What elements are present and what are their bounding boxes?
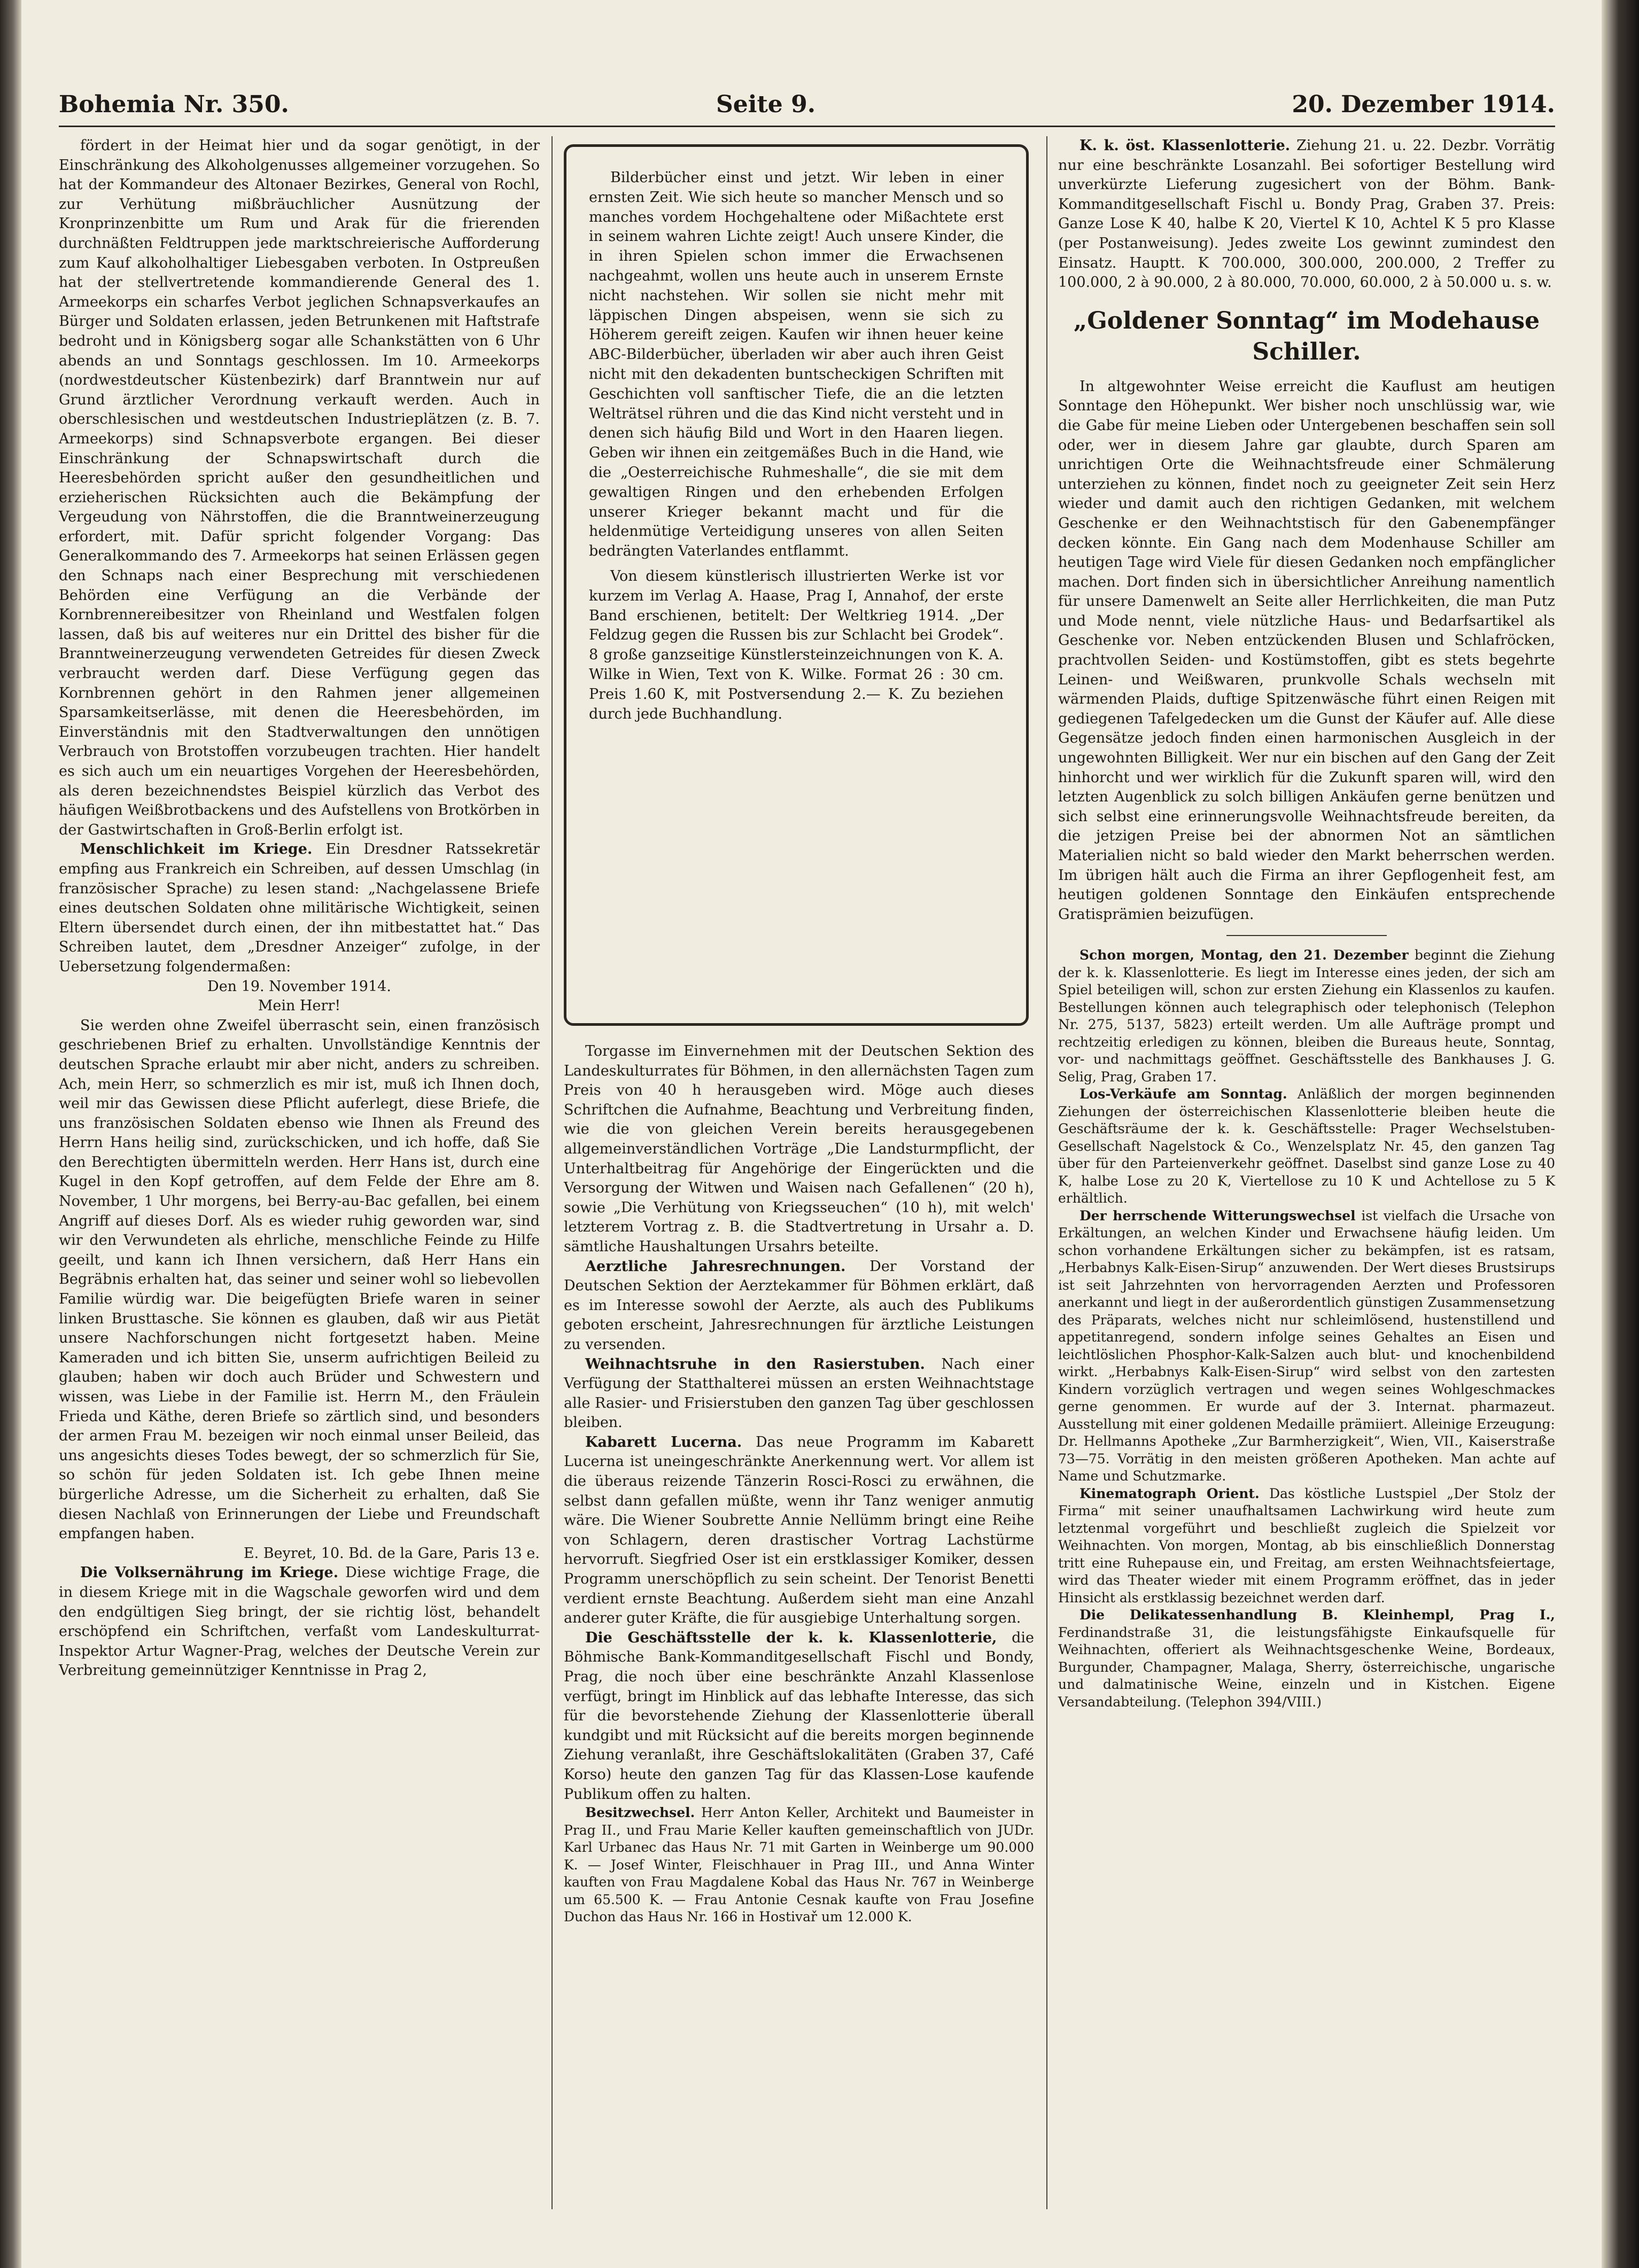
letter-salutation: Mein Herr! xyxy=(258,997,341,1015)
box-body: Wir leben in einer ernsten Zeit. Wie sich heute so mancher Mensch und so manches vordem Hochgehaltene oder Mißachtete erst in seinem wahren Lichte zeigt! Auch unsere Kinder, die in ihren Spielen schon immer die Erwachsenen nachgeahmt, wollen uns heute auch in unserem Ernste nicht nachstehen. Wir sollen sie nicht mehr mit läppischen Dingen abspeisen, wenn sie sich zu Höherem gereift zeigen. Kaufen wir ihnen heuer keine ABC-Bilderbücher, überladen wir aber auch ihren Geist nicht mit den dekadenten buntscheckigen Schriften mit Geschichten voll sanftischer Tiefe, die an die letzten Welträtsel rühren und die das Kind nicht versteht und in denen sich häufig Bild und Wort in den Haaren liegen. Geben wir ihnen ein zeitgemäßes Buch in die Hand, wie die „Oesterreichische Ruhmeshalle“, die sie mit dem gewaltigen Ringen und den erhebenden Erfolgen unserer Krieger bekannt macht und für die heldenmütige Verteidigung unseres von allen Seiten bedrängten Vaterlandes entflammt. xyxy=(589,169,1004,560)
article-body: die Böhmische Bank-Kommanditgesellschaft Fischl und Bondy, Prag, die noch über eine beschränkte Anzahl Klassenlose verfügt, bringt im Hinblick auf das lebhafte Interesse, das sich für die bevorstehende Ziehung der Klassenlotterie überall kundgibt und mit Rücksicht auf die bereits morgen beginnende Ziehung veranlaßt, ihre Geschäftslokalitäten (Graben 37, Café Korso) heute den ganzen Tag für das Klassen-Lose kaufende Publikum offen zu halten. xyxy=(564,1629,1034,1803)
article-heading: Menschlichkeit im Kriege. xyxy=(80,841,313,858)
article-heading: Kabarett Lucerna. xyxy=(585,1433,742,1451)
article-kabarett xyxy=(564,1433,1034,1628)
article-body: Nach einer Verfügung der Statthalterei müssen an ersten Weihnachtstage alle Rasier- und Frisierstuben den ganzen Tag über geschlossen bleiben. xyxy=(564,1355,1035,1431)
article-heading: Die Volksernährung im Kriege. xyxy=(80,1564,339,1581)
boxed-notice-bilderbuecher xyxy=(564,144,1029,1026)
article-jahresrechnungen xyxy=(564,1257,1034,1355)
article-continuation: Torgasse im Einvernehmen mit der Deutschen Sektion des Landeskulturrates für Böhmen, in den allernächsten Tagen zum Preis von 40 h herausgeben wird. Möge auch dieses Schriftchen die Aufnahme, Beachtung und Verbreitung finden, wie die von gleichen Verein bereits herausgegebenen allgemeinverständlichen Vorträge „Die Landsturmpflicht, der Unterhaltbeitrag für Angehörige der Eingerückten und die Versorgung der Witwen und Waisen nach Gefallenen“ (20 h), sowie „Die Verhütung von Kriegsseuchen“ (10 h), mit welch' letzterem Vortrag z. B. die Stadtvertretung in Ursahr a. D. sämtliche Haushaltungen Ursahrs beteilte. xyxy=(564,1043,1034,1255)
newspaper-page xyxy=(59,85,1555,2228)
ad-body: Ferdinandstraße 31, die leistungsfähigste Einkaufsquelle für Weihnachten, offeriert als Weihnachtsgeschenke Weine, Bordeaux, Burgunder, Champagner, Malaga, Sherry, österreichische, ungarische und dalmatinische Weine, einzeln und in Kistchen. Eigene Versandabteilung. (Telephon 394/VIII.) xyxy=(1058,1624,1555,1710)
column-divider xyxy=(551,136,553,2209)
scan-edge-right xyxy=(1602,0,1639,2268)
article-modehaus-schiller: In altgewohnter Weise erreicht die Kauflust am heutigen Sonntage den Höhepunkt. Wer bisher noch unschlüssig war, wie die Gabe für meine Lieben oder Untergebenen beschaffen sein soll oder, wer in diesem Jahre gar glaubte, durch Sparen am unrichtigen Orte die Weihnachtsfreude einer Schmälerung unterziehen zu können, findet noch zu geeigneter Zeit sein Herz wieder und damit auch den richtigen Gedanken, mit welchem Geschenke er den Weihnachtstisch für den Gabenempfänger decken könnte. Ein Gang nach dem Modenhause Schiller am heutigen Tage wird Viele für diesen Gedanken noch empfänglicher machen. Dort finden sich in übersichtlicher Anreihung namentlich für unsere Damenwelt an Seite aller Herrlichkeiten, die man Putz und Mode nennt, viele nützliche Haus- und Bedarfsartikel als Geschenke vor. Neben entzückenden Blusen und Schlafröcken, prachtvollen Seiden- und Kostümstoffen, gibt es stets begehrte Leinen- und Weißwaren, prunkvolle Schals wechseln mit wärmenden Plaids, duftige Spitzenwäsche führt einen Reigen mit gediegenen Tafelgedecken um die Gunst der Käufer auf. Alle diese Gegensätze jedoch finden einen harmonischen Ausgleich in der ungewohnten Billigkeit. Wer nur ein bischen auf den Gang der Zeit hinhorcht und wer wirklich für die Zukunft sparen will, wird den letzten Augenblick zu solch billigen Ankäufen gerne benützen und sich selbst eine erinnerungsvolle Weihnachtsfreude bereiten, da die jetzigen Preise bei der abnormen Not an sämtlichen Materialien nicht so bald wieder den Markt beherrschen werden. Im übrigen hält auch die Firma an ihrer Gepflogenheit fest, am heutigen goldenen Sonntage den Einkäufen entsprechende Gratisprämien beizufügen. xyxy=(1058,378,1555,923)
ad-body: ist vielfach die Ursache von Erkältungen, an welchen Kinder und Erwachsene häufig leiden. Um schon vorhandene Erkältungen sicher zu bekämpfen, ist es ratsam, „Herbabnys Kalk-Eisen-Sirup“ anzuwenden. Der Wert dieses Brustsirups ist seit Jahrzehnten von hervorragenden Aerzten und Professoren anerkannt und liegt in der außerordentlich günstigen Zusammensetzung des Präparats, welches nicht nur schleimlösend, hustenstillend und appetitanregend, sondern infolge seines Gehaltes an Eisen und leichtlöslichen Phosphor-Kalk-Salzen auch blut- und knochenbildend wirkt. „Herbabnys Kalk-Eisen-Sirup“ wird selbst von den zartesten Kindern vorzüglich vertragen und wegen seines Wohlgeschmackes gerne genommen. Er wurde auf der 3. Internat. pharmazeut. Ausstellung mit einer goldenen Medaille prämiiert. Alleinige Erzeugung: Dr. Hellmanns Apotheke „Zur Barmherzigkeit“, Wien, VII., Kaiserstraße 73—75. Vorrätig in den meisten größeren Apotheken. Man achte auf Name und Schutzmarke. xyxy=(1058,1207,1555,1484)
letter-dateline: Den 19. November 1914. xyxy=(207,978,391,995)
ad-kalk-eisen-sirup xyxy=(1058,1207,1555,1485)
article-body: Herr Anton Keller, Architekt und Baumeister in Prag II., und Frau Marie Keller kauften gemeinschaftlich von JUDr. Karl Urbanec das Haus Nr. 71 mit Garten in Weinberge um 90.000 K. — Josef Winter, Fleischhauer in Prag III., und Anna Winter kauften von Frau Magdalene Kobal das Haus Nr. 767 in Weinberge um 65.500 K. — Frau Antonie Cesnak kaufte von Frau Josefine Duchon das Haus Nr. 166 in Hostivař um 12.000 K. xyxy=(564,1805,1034,1925)
page-number: Seite 9. xyxy=(716,91,816,118)
article-weihnachtsruhe xyxy=(564,1355,1034,1433)
ad-heading: K. k. öst. Klassenlotterie. xyxy=(1079,137,1291,154)
article-heading: Die Geschäftsstelle der k. k. Klassenlotterie, xyxy=(585,1629,997,1646)
ad-heading: Die Delikatessenhandlung B. Kleinhempl, Prag I., xyxy=(1079,1607,1555,1623)
column-left xyxy=(59,136,540,1681)
letter-signature: E. Beyret, 10. Bd. de la Gare, Paris 13 e. xyxy=(243,1545,540,1562)
box-paragraph xyxy=(589,168,1004,562)
article-geschaeftsstelle xyxy=(564,1628,1034,1804)
ad-delikatessenhandlung xyxy=(1058,1607,1555,1711)
article-body: Ein Dresdner Ratssekretär empfing aus Frankreich ein Schreiben, auf dessen Umschlag (in französischer Sprache) zu lesen stand: „Nachgelassene Briefe eines deutschen Soldaten ohne militärische Wichtigkeit, seinen Eltern übersendet durch einen, der ihn mitbestattet hat.“ Das Schreiben lautet, dem „Dresdner Anzeiger“ zufolge, in der Uebersetzung folgendermaßen: xyxy=(59,841,540,975)
ad-los-verkaeufe xyxy=(1058,1086,1555,1207)
article-menschlichkeit xyxy=(59,840,540,977)
column-middle xyxy=(564,1042,1034,1926)
article-body: Das neue Programm im Kabarett Lucerna ist uneingeschränkte Anerkennung wert. Vor allem ist die überaus reizende Tänzerin Rosci-Rosci zu erwähnen, die selbst dann gefallen müßte, wenn ihr Tanz weniger anmutig wäre. Die Wiener Soubrette Annie Nellümm bringt eine Reihe von Schlagern, deren drastischer Vortrag Lachstürme hervorruft. Siegfried Oser ist ein erstklassiger Komiker, dessen Programm unerschöpflich zu sein scheint. Der Tenorist Benetti verdient ernste Beachtung. Außerdem sieht man eine Anzahl anderer guter Kräfte, die für ausgiebige Unterhaltung sorgen. xyxy=(564,1433,1034,1627)
separator-rule xyxy=(1226,935,1387,936)
section-title-goldener-sonntag: „Goldener Sonntag“ im Modehause Schiller. xyxy=(1073,307,1540,365)
article-body: Der Vorstand der Deutschen Sektion der Aerztekammer für Böhmen erklärt, daß es im Interesse sowohl der Aerzte, als auch des Publikums geboten erscheint, Jahresrechnungen für ärztliche Leistungen zu versenden. xyxy=(564,1258,1035,1353)
letter-body: Sie werden ohne Zweifel überrascht sein, einen französisch geschriebenen Brief zu erhalten. Unvollständige Kenntnis der deutschen Sprache erlaubt mir aber nicht, anders zu schreiben. Ach, mein Herr, so schmerzlich es mir ist, muß ich Ihnen doch, weil mir das Gewissen diese Pflicht auferlegt, diese Briefe, die uns französischen Soldaten ebenso wie Ihnen als Freund des Herrn Hans heilig sind, zurückschicken, und ich hoffe, daß Sie den Berechtigten übermitteln werden. Herr Hans ist, durch eine Kugel in den Kopf getroffen, auf dem Felde der Ehre am 8. November, 1 Uhr morgens, bei Berry-au-Bac gefallen, bei einem Angriff auf dieses Dorf. Als es wieder ruhig geworden war, sind wir den Verwundeten als ehrliche, menschliche Feinde zu Hilfe geeilt, und kann ich Ihnen versichern, daß Herr Hans ein Begräbnis erhalten hat, das seiner und seiner wohl so liebevollen Familie würdig war. Die beigefügten Briefe waren in seiner linken Brusttasche. Sie können es glauben, daß wir aus Pietät unsere Nachforschungen nicht fortgesetzt haben. Meine Kameraden und ich bitten Sie, unserm aufrichtigen Beileid zu glauben; haben wir doch auch Brüder und Schwestern und wissen, was Liebe in der Familie ist. Herrn M., den Fräulein Frieda und Käthe, deren Briefe so zärtlich sind, und besonders der armen Frau M. bezeigen wir noch einmal unser Beileid, das uns angesichts dieses Todes bewegt, der so schmerzlich für Sie, so schön für jeden Soldaten ist. Ich gebe Ihnen meine bürgerliche Adresse, um die Sicherheit zu erhalten, daß Sie diesen Nachlaß von Erinnerungen der Liebe und Freundschaft empfangen haben. xyxy=(59,1017,540,1542)
ad-body: Anläßlich der morgen beginnenden Ziehungen der österreichischen Klassenlotterie bleiben heute die Geschäftsräume der k. k. Geschäftsstelle: Prager Wechselstuben-Gesellschaft Nagelstock & Co., Wenzelsplatz Nr. 45, den ganzen Tag über für den Parteienverkehr geöffnet. Daselbst sind ganze Lose zu 40 K, halbe Lose zu 20 K, Viertellose zu 10 K und Achtellose zu 5 K erhältlich. xyxy=(1058,1086,1555,1206)
article-volksernaehrung xyxy=(59,1563,540,1681)
article-heading: Weihnachtsruhe in den Rasierstuben. xyxy=(585,1355,925,1373)
header-rule xyxy=(59,126,1555,127)
masthead: Bohemia Nr. 350. xyxy=(59,91,289,118)
ad-body: beginnt die Ziehung der k. k. Klassenlotterie. Es liegt im Interesse eines jeden, der sich am Spiel beteiligen will, schon zur ersten Ziehung ein Klassenlos zu kaufen. Bestellungen können auch telegraphisch oder telephonisch (Telephon Nr. 275, 5137, 5823) erteilt werden. Um alle Aufträge prompt und rechtzeitig erledigen zu können, bleiben die Bureaus heute, Sonntag, vor- und nachmittags geöffnet. Geschäftsstelle des Bankhauses J. G. Selig, Prag, Graben 17. xyxy=(1058,947,1555,1085)
ad-heading: Los-Verkäufe am Sonntag. xyxy=(1079,1086,1287,1102)
column-divider xyxy=(1046,136,1047,2209)
article-heading: Besitzwechsel. xyxy=(585,1805,695,1821)
ad-body: Das köstliche Lustspiel „Der Stolz der Firma“ mit seiner unaufhaltsamen Lachwirkung wird heute zum letztenmal vorgeführt und beschließt zugleich die Spielzeit vor Weihnachten. Von morgen, Montag, ab bis einschließlich Donnerstag tritt eine Ruhepause ein, und Freitag, am ersten Weihnachtsfeiertage, wird das Theater wieder mit einem Programm eröffnet, das in jeder Hinsicht als erstklassig bezeichnet werden darf. xyxy=(1058,1485,1555,1605)
ad-klassenlotterie xyxy=(1058,136,1555,293)
ad-ziehung xyxy=(1058,947,1555,1086)
column-right xyxy=(1058,136,1555,1711)
box-paragraph: Von diesem künstlerisch illustrierten Werke ist vor kurzem im Verlag A. Haase, Prag I, Annahof, der erste Band erschienen, betitelt: Der Weltkrieg 1914. „Der Feldzug gegen die Russen bis zur Schlacht bei Grodek“. 8 große ganzseitige Künstlersteinzeichnungen von K. A. Wilke in Wien, Text von K. Wilke. Format 26 : 30 cm. Preis 1.60 K, mit Postversendung 2.— K. Zu beziehen durch jede Buchhandlung. xyxy=(589,567,1004,722)
ad-heading: Der herrschende Witterungswechsel xyxy=(1079,1207,1356,1223)
issue-date: 20. Dezember 1914. xyxy=(1292,91,1555,118)
ad-kinematograph-orient xyxy=(1058,1485,1555,1607)
page-header xyxy=(59,85,1555,123)
article-alcohol-restrictions: fördert in der Heimat hier und da sogar genötigt, in der Einschränkung des Alkoholgenusses allgemeiner vorzugehen. So hat der Kommandeur des Altonaer Bezirkes, General von Rochl, zur Verhütung mißbräuchlicher Ausnützung der Kronprinzenbitte um Rum und Arak für die frierenden durchnäßten Feldtruppen jede marktschreierische Aufforderung zum Kauf alkoholhaltiger Liebesgaben verboten. In Ostpreußen hat der stellvertretende kommandierende General des 1. Armeekorps ein scharfes Verbot jeglichen Schnapsverkaufes an Bürger und Soldaten erlassen, jeden Betrunkenen mit Haftstrafe bedroht und in Königsberg sogar alle Schankstätten von 6 Uhr abends an und Sonntags geschlossen. Im 10. Armeekorps (nordwestdeutscher Küstenbezirk) darf Branntwein nur auf Grund ärztlicher Verordnung verkauft werden. Auch in oberschlesischen und westdeutschen Industrieplätzen (z. B. 7. Armeekorps) sind Schnapsverbote ergangen. Bei dieser Einschränkung der Schnapswirtschaft durch die Heeresbehörden spricht außer den gesundheitlichen und erzieherischen Rücksichten auch die Bekämpfung der Vergeudung von Nährstoffen, die die Branntweinerzeugung erfordert, mit. Dafür spricht folgender Vorgang: Das Generalkommando des 7. Armeekorps hat seinen Erlässen gegen den Schnaps nach einer Besprechung mit verschiedenen Behörden eine Verfügung an die Verbände der Kornbrennereibesitzer von Rheinland und Westfalen folgen lassen, daß bis auf weiteres nur ein Drittel des bisher für die Branntweinerzeugung verwendeten Getreides für diesen Zweck verbraucht werden darf. Diese Verfügung gegen das Kornbrennen gehört in den Rahmen jener allgemeinen Sparsamkeitserlässe, mit denen die Heeresbehörden, im Einverständnis mit den Stadtverwaltungen den unnötigen Verbrauch von Brotstoffen vorzubeugen trachten. Hier handelt es sich auch um ein neuartiges Vorgehen der Heeresbehörden, als deren bezeichnendstes Beispiel kürzlich das Verbot des häufigen Weißbrotbackens und des Aufstellens von Brotkörben in der Gastwirtschaften in Groß-Berlin erfolgt ist. xyxy=(59,137,540,838)
box-heading: Bilderbücher einst und jetzt. xyxy=(610,169,841,186)
article-heading: Aerztliche Jahresrechnungen. xyxy=(585,1258,846,1275)
ad-heading: Kinematograph Orient. xyxy=(1079,1485,1260,1501)
ad-body: Ziehung 21. u. 22. Dezbr. Vorrätig nur eine beschränkte Losanzahl. Bei sofortiger Bestellung wird unverkürzte Lieferung zugesichert von der Böhm. Bank-Kommanditgesellschaft Fischl u. Bondy Prag, Graben 37. Preis: Ganze Lose K 40, halbe K 20, Viertel K 10, Achtel K 5 pro Klasse (per Postanweisung). Jedes zweite Los gewinnt zumindest den Einsatz. Hauptt. K 700.000, 300.000, 200.000, 2 Treffer zu 100.000, 2 à 90.000, 2 à 80.000, 70.000, 60.000, 2 à 50.000 u. s. w. xyxy=(1058,137,1555,291)
article-body: Diese wichtige Frage, die in diesem Kriege mit in die Wagschale geworfen wird und dem den endgültigen Sieg bringt, der sie richtig löst, behandelt erschöpfend ein Schriftchen, verfaßt vom Landeskulturrat-Inspektor Artur Wagner-Prag, welches der Deutsche Verein zur Verbreitung gemeinnütziger Kenntnisse in Prag 2, xyxy=(59,1564,540,1679)
scan-edge-left xyxy=(0,0,21,2268)
article-besitzwechsel xyxy=(564,1804,1034,1926)
ad-heading: Schon morgen, Montag, den 21. Dezember xyxy=(1079,947,1409,963)
